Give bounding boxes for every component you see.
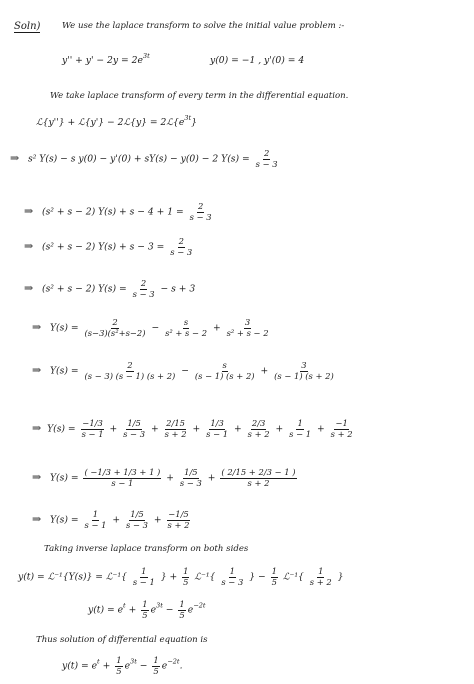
line1-fraction xyxy=(255,149,279,169)
numerator: ( −1/3 + 1/3 + 1 ) xyxy=(84,467,161,477)
denominator: s − 3 xyxy=(123,428,146,439)
inv2-minus: − xyxy=(165,604,174,616)
line7-term xyxy=(164,419,188,439)
numerator: −1/3 xyxy=(82,418,103,428)
line5-op-2: + xyxy=(212,322,221,334)
line1-lhs: s² Y(s) − s y(0) − y'(0) + sY(s) − y(0) − 2 Y(s) = xyxy=(27,153,250,165)
step-line-3 xyxy=(24,237,195,257)
numerator: 1 xyxy=(229,566,235,576)
step-line-1 xyxy=(10,149,281,169)
line8-fraction-2 xyxy=(179,468,203,488)
line9-fraction-3 xyxy=(167,510,191,530)
line3-lhs: (s² + s − 2) Y(s) + s − 3 = xyxy=(41,241,165,253)
line9-lhs: Y(s) = xyxy=(49,514,79,526)
inv2-exp-1: t xyxy=(123,601,126,610)
denominator: s + 2 xyxy=(330,428,353,439)
line2-fraction xyxy=(189,202,213,222)
step-line-8 xyxy=(32,468,299,488)
implies-arrow: ⇒ xyxy=(24,239,34,253)
intro-text: We use the laplace transform to solve the initial value problem :- xyxy=(62,21,345,31)
numerator: 1 xyxy=(92,509,99,519)
transform-equation xyxy=(36,115,197,127)
inv1-lhs: y(t) = ℒ⁻¹{Y(s)} = ℒ⁻¹{ xyxy=(18,571,127,583)
line7-op: + xyxy=(109,423,118,435)
numerator: 1 xyxy=(141,566,147,576)
final-lhs: y(t) = e xyxy=(62,660,98,672)
denominator: s + 2 xyxy=(309,576,332,587)
numerator: 2 xyxy=(140,278,147,288)
line4-fraction xyxy=(132,279,156,299)
inv1-end: } xyxy=(337,571,344,583)
line8-fraction-1 xyxy=(83,468,161,488)
numerator: 2 xyxy=(112,317,118,327)
implies-arrow: ⇒ xyxy=(24,204,34,218)
denominator: s − 1 xyxy=(111,477,134,488)
numerator: −1 xyxy=(335,418,348,428)
line5-fraction-1 xyxy=(83,318,146,338)
inv1-coef-1 xyxy=(182,567,189,587)
denominator: s + 2 xyxy=(167,519,190,530)
implies-arrow: ⇒ xyxy=(32,320,42,334)
transform-text: ℒ{y''} + ℒ{y'} − 2ℒ{y} = 2ℒ{e xyxy=(36,117,185,128)
line2-lhs: (s² + s − 2) Y(s) + s − 4 + 1 = xyxy=(41,206,184,218)
final-exp-3: −2t xyxy=(167,657,180,666)
inv2-coef-1 xyxy=(141,600,148,620)
inv1-fraction-c xyxy=(309,567,333,587)
numerator: 1 xyxy=(179,599,185,609)
line7-op: + xyxy=(234,423,242,435)
numerator: 1/5 xyxy=(184,467,198,477)
inv2-plus: + xyxy=(128,604,137,616)
line7-term xyxy=(330,419,354,439)
line8-lhs: Y(s) = xyxy=(49,472,79,484)
line8-op-2: + xyxy=(207,472,216,484)
line9-op-2: + xyxy=(153,514,162,526)
final-end: . xyxy=(179,660,183,672)
inverse-line-1 xyxy=(18,567,344,587)
denominator: s − 3 xyxy=(170,246,193,257)
numerator: 2 xyxy=(127,360,133,370)
numerator: 1/5 xyxy=(130,509,144,519)
final-coef-2 xyxy=(152,656,159,676)
final-minus: − xyxy=(139,660,148,672)
line6-op-2: + xyxy=(260,365,269,377)
line7-term xyxy=(122,419,146,439)
ode-equation xyxy=(62,53,150,65)
denominator: s² + s − 2 xyxy=(165,327,208,338)
denominator: s − 3 xyxy=(179,477,202,488)
line6-fraction-2 xyxy=(194,361,256,381)
line7-op: + xyxy=(192,423,201,435)
line5-fraction-2 xyxy=(164,318,208,338)
line7-op: + xyxy=(317,423,325,435)
implies-arrow: ⇒ xyxy=(32,363,42,377)
numerator: 1 xyxy=(153,655,159,665)
denominator: s − 3 xyxy=(221,576,244,587)
numerator: 1 xyxy=(116,655,122,665)
inv1-mid-1: } + xyxy=(160,571,178,583)
transform-close: } xyxy=(191,117,197,128)
step-line-5 xyxy=(32,318,272,338)
denominator: 5 xyxy=(142,609,148,620)
line5-lhs: Y(s) = xyxy=(49,322,79,334)
implies-arrow: ⇒ xyxy=(24,281,34,295)
line6-fraction-1 xyxy=(83,361,176,381)
line9-fraction-1 xyxy=(83,510,107,530)
denominator: s − 1 xyxy=(132,576,155,587)
line4-lhs: (s² + s − 2) Y(s) = xyxy=(41,283,127,295)
final-solution xyxy=(62,656,183,676)
inv2-e-base-3: e xyxy=(187,604,194,616)
line8-op-1: + xyxy=(166,472,174,484)
final-e-base-2: e xyxy=(124,660,131,672)
line7-term xyxy=(81,419,105,439)
step-line-4 xyxy=(24,279,195,299)
inv1-mid-3: } − xyxy=(249,571,266,583)
numerator: 1/5 xyxy=(127,418,141,428)
numerator: 1 xyxy=(271,566,277,576)
initial-conditions: y(0) = −1 , y'(0) = 4 xyxy=(210,55,305,66)
numerator: 2 xyxy=(263,148,270,158)
denominator: (s − 3) (s − 1) (s + 2) xyxy=(84,370,176,381)
denominator: s − 1 xyxy=(206,428,229,439)
line6-fraction-3 xyxy=(273,361,335,381)
numerator: 1 xyxy=(297,418,303,428)
step-line-7 xyxy=(32,419,356,439)
transform-exponent: 3t xyxy=(184,114,192,122)
denominator: s − 1 xyxy=(81,428,104,439)
line7-term xyxy=(247,419,271,439)
line7-op: + xyxy=(275,423,284,435)
numerator: 1 xyxy=(142,599,148,609)
inv1-coef-2 xyxy=(271,567,278,587)
line7-lhs: Y(s) = xyxy=(47,423,76,435)
line7-term xyxy=(288,419,312,439)
numerator: 2 xyxy=(178,236,184,246)
line9-fraction-2 xyxy=(125,510,149,530)
inv2-e-base-2: e xyxy=(150,604,157,616)
inverse-note: Taking inverse laplace transform on both sides xyxy=(44,544,249,554)
denominator: (s−3)(s²+s−2) xyxy=(84,327,146,338)
inv1-mid-2: ℒ⁻¹{ xyxy=(194,571,216,583)
line8-fraction-3 xyxy=(220,468,296,488)
numerator: 3 xyxy=(244,317,251,327)
line7-term xyxy=(205,419,229,439)
inv2-lhs: y(t) = e xyxy=(88,604,124,616)
numerator: s xyxy=(183,317,189,327)
denominator: 5 xyxy=(179,609,185,620)
final-exp-2: 3t xyxy=(130,657,137,666)
step-line-9 xyxy=(32,510,192,530)
numerator: −1/5 xyxy=(168,509,189,519)
inv2-coef-2 xyxy=(178,600,185,620)
ode-exponent: 3t xyxy=(142,52,150,60)
inv1-fraction-b xyxy=(220,567,244,587)
denominator: 5 xyxy=(183,576,189,587)
implies-arrow: ⇒ xyxy=(32,470,42,484)
line9-op-1: + xyxy=(112,514,121,526)
line5-fraction-3 xyxy=(226,318,270,338)
line3-fraction xyxy=(169,237,193,257)
numerator: 2 xyxy=(197,201,204,211)
numerator: 1 xyxy=(183,566,189,576)
step-line-2 xyxy=(24,202,215,222)
numerator: s xyxy=(222,360,227,370)
numerator: 1/3 xyxy=(210,418,224,428)
inv1-mid-4: ℒ⁻¹{ xyxy=(282,571,304,583)
final-exp-1: t xyxy=(97,657,100,666)
final-e-base-3: e xyxy=(161,660,168,672)
numerator: 1 xyxy=(318,566,324,576)
denominator: (s − 1) (s + 2) xyxy=(194,370,255,381)
denominator: 5 xyxy=(116,665,122,676)
line7-op: + xyxy=(150,423,159,435)
denominator: 5 xyxy=(153,665,159,676)
implies-arrow: ⇒ xyxy=(32,512,42,526)
numerator: ( 2/15 + 2/3 − 1 ) xyxy=(221,467,296,477)
implies-arrow: ⇒ xyxy=(32,421,42,435)
numerator: 2/3 xyxy=(251,418,266,428)
numerator: 3 xyxy=(301,360,307,370)
denominator: s − 3 xyxy=(189,211,212,222)
line5-op-1: − xyxy=(151,322,160,334)
inv2-exp-2: 3t xyxy=(156,601,163,610)
denominator: s + 2 xyxy=(247,428,270,439)
ode-text: y'' + y' − 2y = 2e xyxy=(62,55,143,66)
solution-heading: Soln) xyxy=(14,21,41,32)
line6-lhs: Y(s) = xyxy=(49,365,79,377)
inverse-line-2 xyxy=(88,600,206,620)
line4-rest: − s + 3 xyxy=(160,283,196,295)
denominator: 5 xyxy=(271,576,277,587)
denominator: s − 1 xyxy=(84,519,107,530)
denominator: s − 3 xyxy=(132,288,155,299)
final-coef-1 xyxy=(115,656,122,676)
line6-op-1: − xyxy=(181,365,189,377)
final-plus: + xyxy=(102,660,111,672)
conclusion-note: Thus solution of differential equation is xyxy=(36,635,208,645)
inv1-fraction-a xyxy=(132,567,156,587)
denominator: s − 3 xyxy=(126,519,148,530)
denominator: s − 1 xyxy=(289,428,312,439)
denominator: s² + s − 2 xyxy=(226,327,269,338)
step-note: We take laplace transform of every term in the differential equation. xyxy=(50,91,349,101)
numerator: 2/15 xyxy=(166,418,185,428)
implies-arrow: ⇒ xyxy=(10,151,20,165)
denominator: s + 2 xyxy=(247,477,270,488)
denominator: s + 2 xyxy=(164,428,187,439)
denominator: s − 3 xyxy=(255,158,278,169)
inv2-exp-3: −2t xyxy=(193,601,206,610)
denominator: (s − 1) (s + 2) xyxy=(274,370,334,381)
step-line-6 xyxy=(32,361,337,381)
